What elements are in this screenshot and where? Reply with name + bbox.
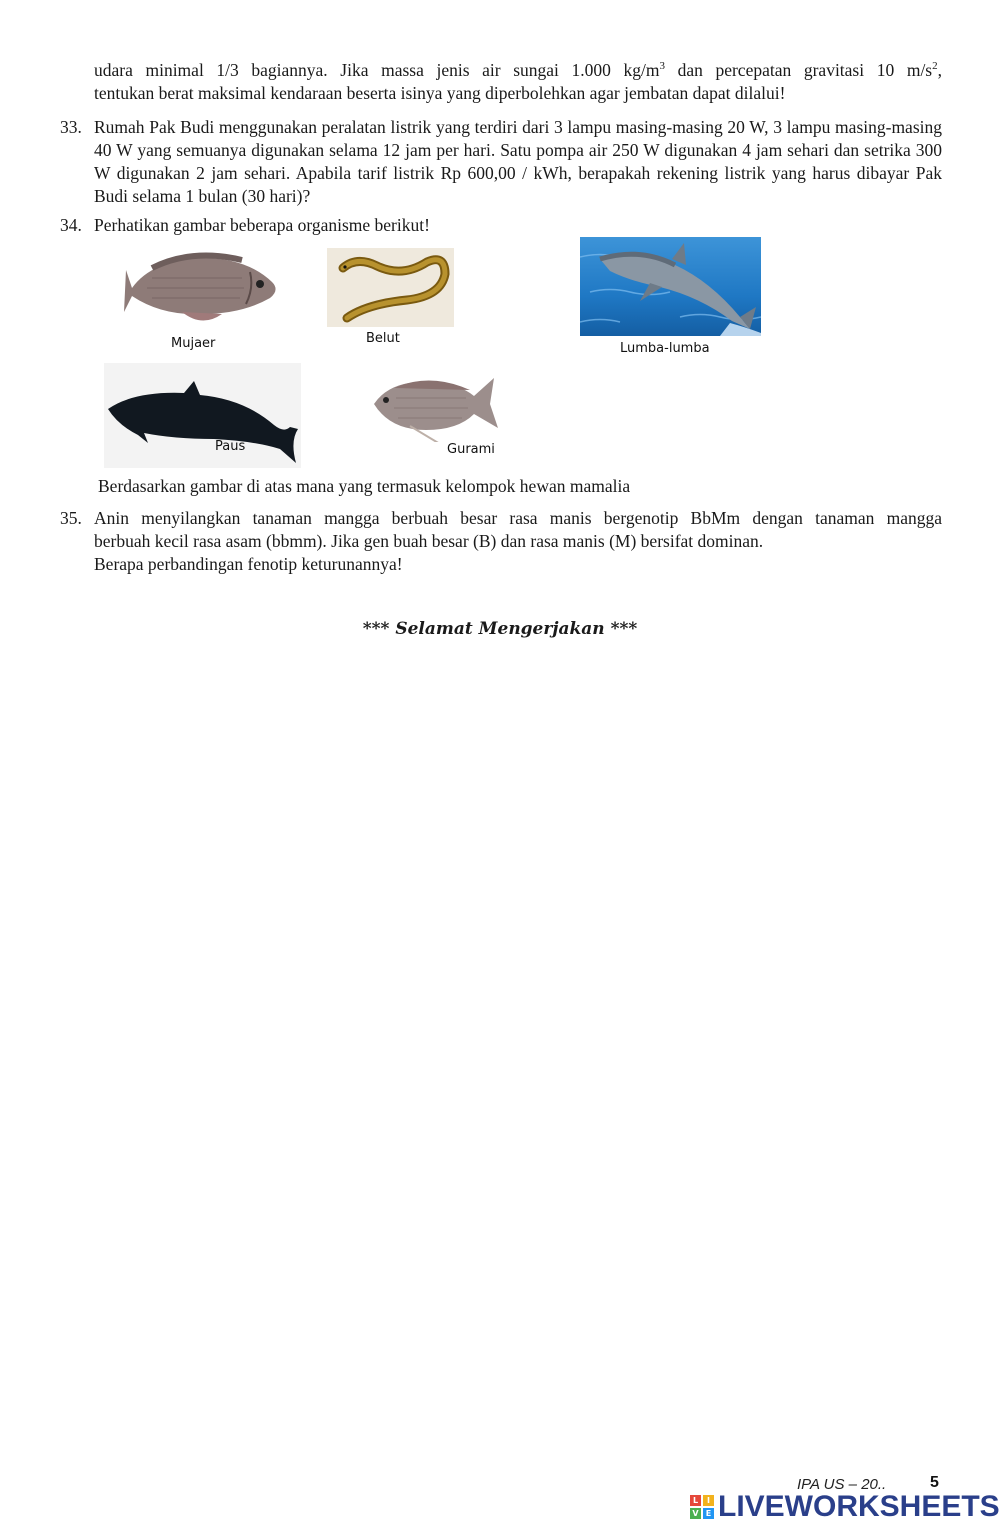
q32-line-1: udara minimal 1/3 bagiannya. Jika massa jenis air sungai 1.000 $kg/m^3$ dan percepatan gravitasi 10 $m/s^2$, bbox=[94, 60, 942, 80]
q35-line-3: Berapa perbandingan fenotip keturunannya! bbox=[94, 554, 403, 574]
paus-whale-image bbox=[104, 363, 301, 468]
lumba-lumba-caption: Lumba-lumba bbox=[620, 341, 710, 356]
q35-text bbox=[94, 507, 942, 576]
gurami-caption: Gurami bbox=[447, 442, 495, 457]
closing-message: *** Selamat Mengerjakan *** bbox=[362, 619, 638, 639]
footer-page-label: IPA US – 20.. bbox=[797, 1476, 887, 1493]
q35-line-2: berbuah kecil rasa asam (bbmm). Jika gen buah besar (B) dan rasa manis (M) bersifat dominan. bbox=[94, 531, 764, 551]
logo-cell-e: E bbox=[703, 1508, 714, 1519]
belut-caption: Belut bbox=[366, 331, 400, 346]
paus-caption: Paus bbox=[215, 439, 246, 454]
liveworksheets-logo-icon bbox=[690, 1495, 714, 1519]
q33-text: Rumah Pak Budi menggunakan peralatan listrik yang terdiri dari 3 lampu masing-masing 20 W, 3 lampu masing-masing 40 W yang semuanya digunakan selama 12 jam per hari. Satu pompa air 250 W digunakan 4 jam sehari dan setrika 300 W digunakan 2 jam sehari. Apabila tarif listrik Rp 600,00 / kWh, berapakah rekening listrik yang harus dibayar Pak Budi selama 1 bulan (30 hari)? bbox=[94, 117, 942, 206]
mujaer-fish-image bbox=[122, 248, 284, 332]
gurami-fish-image bbox=[370, 370, 500, 442]
q34-question: Berdasarkan gambar di atas mana yang termasuk kelompok hewan mamalia bbox=[98, 476, 631, 496]
liveworksheets-brand[interactable] bbox=[690, 1490, 1000, 1524]
lumba-lumba-dolphin-image bbox=[580, 237, 761, 336]
q33-number: 33. bbox=[60, 117, 82, 137]
liveworksheets-wordmark: LIVEWORKSHEETS bbox=[718, 1490, 1000, 1523]
logo-cell-l: L bbox=[690, 1495, 701, 1506]
q32-continuation bbox=[94, 59, 942, 105]
q32-line-2: tentukan berat maksimal kendaraan beserta isinya yang diperbolehkan agar jembatan dapat dilalui! bbox=[94, 83, 786, 103]
belut-eel-image bbox=[327, 248, 454, 327]
mujaer-caption: Mujaer bbox=[171, 336, 216, 351]
q35-number: 35. bbox=[60, 508, 82, 528]
q34-number: 34. bbox=[60, 215, 82, 235]
q34-text: Perhatikan gambar beberapa organisme berikut! bbox=[94, 215, 430, 235]
logo-cell-i: I bbox=[703, 1495, 714, 1506]
q35-line-1: Anin menyilangkan tanaman mangga berbuah besar rasa manis bergenotip BbMm dengan tanaman mangga bbox=[94, 508, 942, 528]
footer-page-number: 5 bbox=[930, 1474, 939, 1491]
logo-cell-v: V bbox=[690, 1508, 701, 1519]
